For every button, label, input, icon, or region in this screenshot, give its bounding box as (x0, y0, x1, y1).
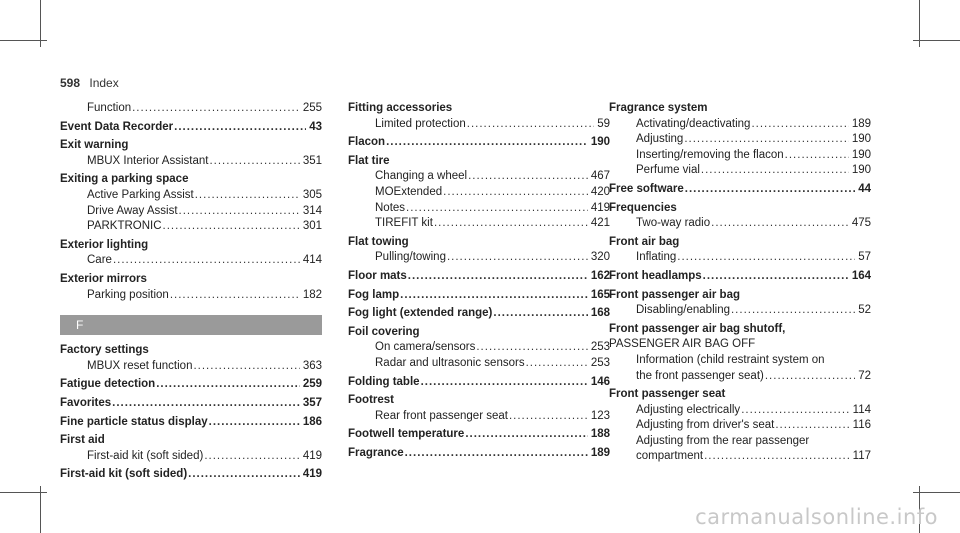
index-entry (60, 272, 322, 288)
index-subentry (60, 359, 322, 375)
entry-label: Flat tire (348, 154, 390, 167)
page-ref: 72 (858, 369, 871, 382)
entry-label: Drive Away Assist (87, 204, 178, 217)
index-entry (609, 235, 871, 251)
entry-label: TIREFIT kit (375, 217, 433, 230)
leader-dots (468, 169, 588, 185)
crop-mark (0, 492, 47, 493)
index-entry (60, 415, 322, 431)
entry-label: Adjusting from driver's seat (636, 419, 775, 432)
page-ref: 189 (851, 117, 871, 130)
index-subentry (609, 216, 871, 232)
index-subentry (60, 449, 322, 465)
leader-dots (188, 467, 300, 483)
page-ref: 259 (302, 378, 322, 391)
entry-label: On camera/sensors (375, 341, 476, 354)
page-ref: 59 (597, 117, 610, 130)
entry-label: Front headlamps (609, 269, 702, 282)
entry-label: MOExtended (375, 185, 443, 198)
entry-label: Care (87, 254, 112, 267)
entry-label: Folding table (348, 375, 420, 388)
leader-dots (400, 288, 588, 304)
leader-dots (526, 356, 588, 372)
entry-label: First-aid kit (soft sided) (60, 468, 188, 481)
page-ref: 419 (590, 201, 610, 214)
index-entry (609, 101, 871, 117)
index-column-2 (348, 101, 610, 461)
index-entry (60, 120, 322, 136)
index-entry (60, 396, 322, 412)
leader-dots (113, 253, 300, 269)
page-ref: 419 (302, 468, 322, 481)
entry-label: Favorites (60, 396, 112, 409)
index-subentry (348, 409, 610, 425)
entry-label: PARKTRONIC (87, 220, 162, 233)
entry-label: Footwell temperature (348, 428, 465, 441)
entry-label: Fitting accessories (348, 102, 453, 114)
index-subentry (60, 101, 322, 117)
page-ref: 162 (590, 269, 610, 282)
leader-dots (765, 369, 855, 385)
index-entry-text: PASSENGER AIR BAG OFF (609, 338, 756, 351)
entry-label: the front passenger seat) (636, 369, 764, 382)
leader-dots (443, 185, 588, 201)
index-entry (348, 101, 610, 117)
leader-dots (701, 163, 849, 179)
page-ref: 190 (851, 148, 871, 161)
page-ref: 188 (590, 428, 610, 441)
page-ref: 305 (302, 188, 322, 201)
crop-mark (913, 492, 960, 493)
page-ref: 190 (851, 164, 871, 177)
page-ref: 420 (590, 185, 610, 198)
entry-label: Two-way radio (636, 217, 711, 230)
index-entry (609, 288, 871, 304)
entry-label: Flacon (348, 136, 386, 149)
leader-dots (703, 269, 849, 285)
entry-label: Exit warning (60, 139, 129, 152)
page-ref: 186 (302, 415, 322, 428)
leader-dots (711, 216, 849, 232)
index-subentry (609, 132, 871, 148)
leader-dots (209, 415, 300, 431)
index-entry (60, 138, 322, 154)
page-ref: 123 (590, 409, 610, 422)
entry-label: Disabling/enabling (636, 304, 730, 317)
leader-dots (179, 204, 300, 220)
page-ref: 253 (590, 341, 610, 354)
entry-label: Changing a wheel (375, 170, 468, 183)
index-entry (60, 343, 322, 359)
leader-dots (704, 449, 850, 465)
entry-label: Flat towing (348, 235, 409, 248)
leader-dots (775, 418, 849, 434)
index-subentry (60, 219, 322, 235)
crop-mark (40, 486, 41, 533)
leader-dots (112, 396, 300, 412)
leader-dots (132, 101, 300, 117)
leader-dots (741, 403, 849, 419)
page-ref: 52 (858, 304, 871, 317)
entry-label: Parking position (87, 288, 169, 301)
page-ref: 114 (852, 403, 871, 416)
section-title: Index (89, 76, 119, 90)
index-entry (609, 387, 871, 403)
entry-label: Factory settings (60, 344, 149, 357)
leader-dots (751, 117, 848, 133)
index-subentry (609, 403, 871, 419)
page-ref: 182 (302, 288, 322, 301)
index-entry (348, 427, 610, 443)
index-subentry (348, 216, 610, 232)
letter-heading: F (60, 315, 322, 335)
leader-dots (421, 375, 588, 391)
leader-dots (684, 132, 849, 148)
index-entry (60, 377, 322, 393)
page-ref: 117 (852, 450, 871, 463)
leader-dots (406, 201, 588, 217)
page-ref: 146 (590, 375, 610, 388)
entry-label: Fog light (extended range) (348, 307, 493, 320)
index-subentry (60, 288, 322, 304)
entry-label: Notes (375, 201, 406, 214)
index-subentry (609, 303, 871, 319)
entry-label: Foil covering (348, 325, 420, 338)
leader-dots (209, 154, 299, 170)
page-ref: 255 (302, 102, 322, 114)
entry-label: Fog lamp (348, 288, 400, 301)
leader-dots (204, 449, 300, 465)
page-ref: 351 (302, 154, 322, 167)
entry-label: Rear front passenger seat (375, 409, 508, 422)
entry-label: Free software (609, 182, 684, 195)
entry-label: Pulling/towing (375, 251, 446, 264)
entry-label: Perfume vial (636, 164, 700, 177)
entry-label: Adjusting (636, 133, 684, 146)
index-subentry (348, 356, 610, 372)
index-entry (348, 446, 610, 462)
entry-label: Floor mats (348, 269, 407, 282)
index-subentry (609, 449, 871, 465)
page-ref: 190 (590, 136, 610, 149)
entry-label: MBUX Interior Assistant (87, 154, 209, 167)
index-subentry (348, 117, 610, 133)
watermark: carmanualsonline.info (695, 505, 938, 529)
entry-label: Exterior mirrors (60, 272, 147, 285)
page-ref: 475 (851, 217, 871, 230)
entry-label: First-aid kit (soft sided) (87, 449, 204, 462)
leader-dots (174, 120, 306, 136)
entry-label: Exterior lighting (60, 238, 149, 251)
entry-label: Front passenger air bag (609, 288, 741, 301)
leader-dots (170, 288, 300, 304)
index-entry (60, 172, 322, 188)
leader-dots (467, 117, 594, 133)
leader-dots (731, 303, 855, 319)
leader-dots (405, 446, 588, 462)
index-subentry (348, 201, 610, 217)
leader-dots (408, 269, 588, 285)
page-header (60, 76, 119, 90)
leader-dots (685, 182, 855, 198)
index-subentry (609, 369, 871, 385)
index-subentry (348, 169, 610, 185)
entry-label: Radar and ultrasonic sensors (375, 356, 525, 369)
index-entry (60, 433, 322, 449)
page-ref: 116 (852, 419, 871, 432)
page-ref: 165 (590, 288, 610, 301)
index-entry (348, 393, 610, 409)
page-ref: 44 (858, 182, 871, 195)
leader-dots (163, 219, 300, 235)
index-subentry (348, 340, 610, 356)
entry-label: compartment (636, 450, 704, 463)
index-entry (348, 135, 610, 151)
leader-dots (476, 340, 587, 356)
index-entry (348, 154, 610, 170)
index-entry (348, 306, 610, 322)
page-ref: 253 (590, 356, 610, 369)
entry-label: Front air bag (609, 235, 680, 248)
leader-dots (493, 306, 587, 322)
leader-dots (509, 409, 588, 425)
entry-label: Inflating (636, 251, 677, 264)
index-entry (348, 235, 610, 251)
index-entry-text: Information (child restraint system on (636, 353, 825, 366)
index-subentry (348, 185, 610, 201)
page-ref: 164 (851, 269, 871, 282)
entry-label: Activating/deactivating (636, 117, 751, 130)
index-entry (348, 375, 610, 391)
crop-mark (913, 40, 960, 41)
index-entry (60, 467, 322, 483)
leader-dots (156, 377, 300, 393)
entry-label: Fragrance system (609, 102, 708, 114)
leader-dots (447, 250, 588, 266)
page-ref: 168 (590, 307, 610, 320)
entry-label: Footrest (348, 394, 394, 407)
index-subentry (348, 250, 610, 266)
index-entry (609, 269, 871, 285)
index-subentry (60, 253, 322, 269)
entry-label: Front passenger air bag shutoff, (609, 322, 786, 335)
entry-label: Exiting a parking space (60, 173, 189, 186)
leader-dots (386, 135, 588, 151)
index-subentry (609, 148, 871, 164)
page-ref: 43 (309, 120, 322, 133)
page-ref: 190 (851, 133, 871, 146)
leader-dots (785, 148, 849, 164)
entry-label: Adjusting electrically (636, 403, 741, 416)
index-subentry (609, 163, 871, 179)
leader-dots (193, 359, 299, 375)
entry-label: Fragrance (348, 446, 404, 459)
index-subentry (609, 250, 871, 266)
entry-label: Fine particle status display (60, 415, 208, 428)
index-entry (348, 325, 610, 341)
index-entry (348, 288, 610, 304)
page-ref: 363 (302, 359, 322, 372)
index-entry (609, 322, 871, 338)
index-entry (348, 269, 610, 285)
index-subentry (60, 154, 322, 170)
entry-label: First aid (60, 434, 105, 447)
index-column-3 (609, 101, 871, 465)
page-ref: 421 (590, 217, 610, 230)
entry-label: Event Data Recorder (60, 120, 174, 133)
index-subentry (60, 204, 322, 220)
leader-dots (465, 427, 588, 443)
page-ref: 189 (590, 446, 610, 459)
index-subentry (60, 188, 322, 204)
leader-dots (195, 188, 300, 204)
entry-label: MBUX reset function (87, 359, 193, 372)
index-column-1 (60, 101, 322, 483)
page-ref: 357 (302, 396, 322, 409)
page-ref: 301 (302, 220, 322, 233)
index-subentry (609, 418, 871, 434)
entry-label: Frequencies (609, 201, 677, 214)
leader-dots (677, 250, 855, 266)
entry-label: Active Parking Assist (87, 188, 194, 201)
page-ref: 314 (302, 204, 322, 217)
leader-dots (434, 216, 588, 232)
page-ref: 57 (858, 251, 871, 264)
index-entry-text: Adjusting from the rear passenger (636, 434, 810, 447)
index-entry (609, 201, 871, 217)
entry-label: Inserting/removing the flacon (636, 148, 784, 161)
page-ref: 467 (590, 170, 610, 183)
index-entry (609, 182, 871, 198)
page-ref: 414 (302, 254, 322, 267)
entry-label: Function (87, 102, 132, 114)
index-subentry (609, 117, 871, 133)
page-ref: 419 (302, 449, 322, 462)
entry-label: Limited protection (375, 117, 466, 130)
entry-label: Front passenger seat (609, 388, 726, 401)
index-entry (60, 238, 322, 254)
page-number: 598 (60, 76, 81, 90)
entry-label: Fatigue detection (60, 378, 156, 391)
page-ref: 320 (590, 251, 610, 264)
crop-mark (0, 40, 47, 41)
